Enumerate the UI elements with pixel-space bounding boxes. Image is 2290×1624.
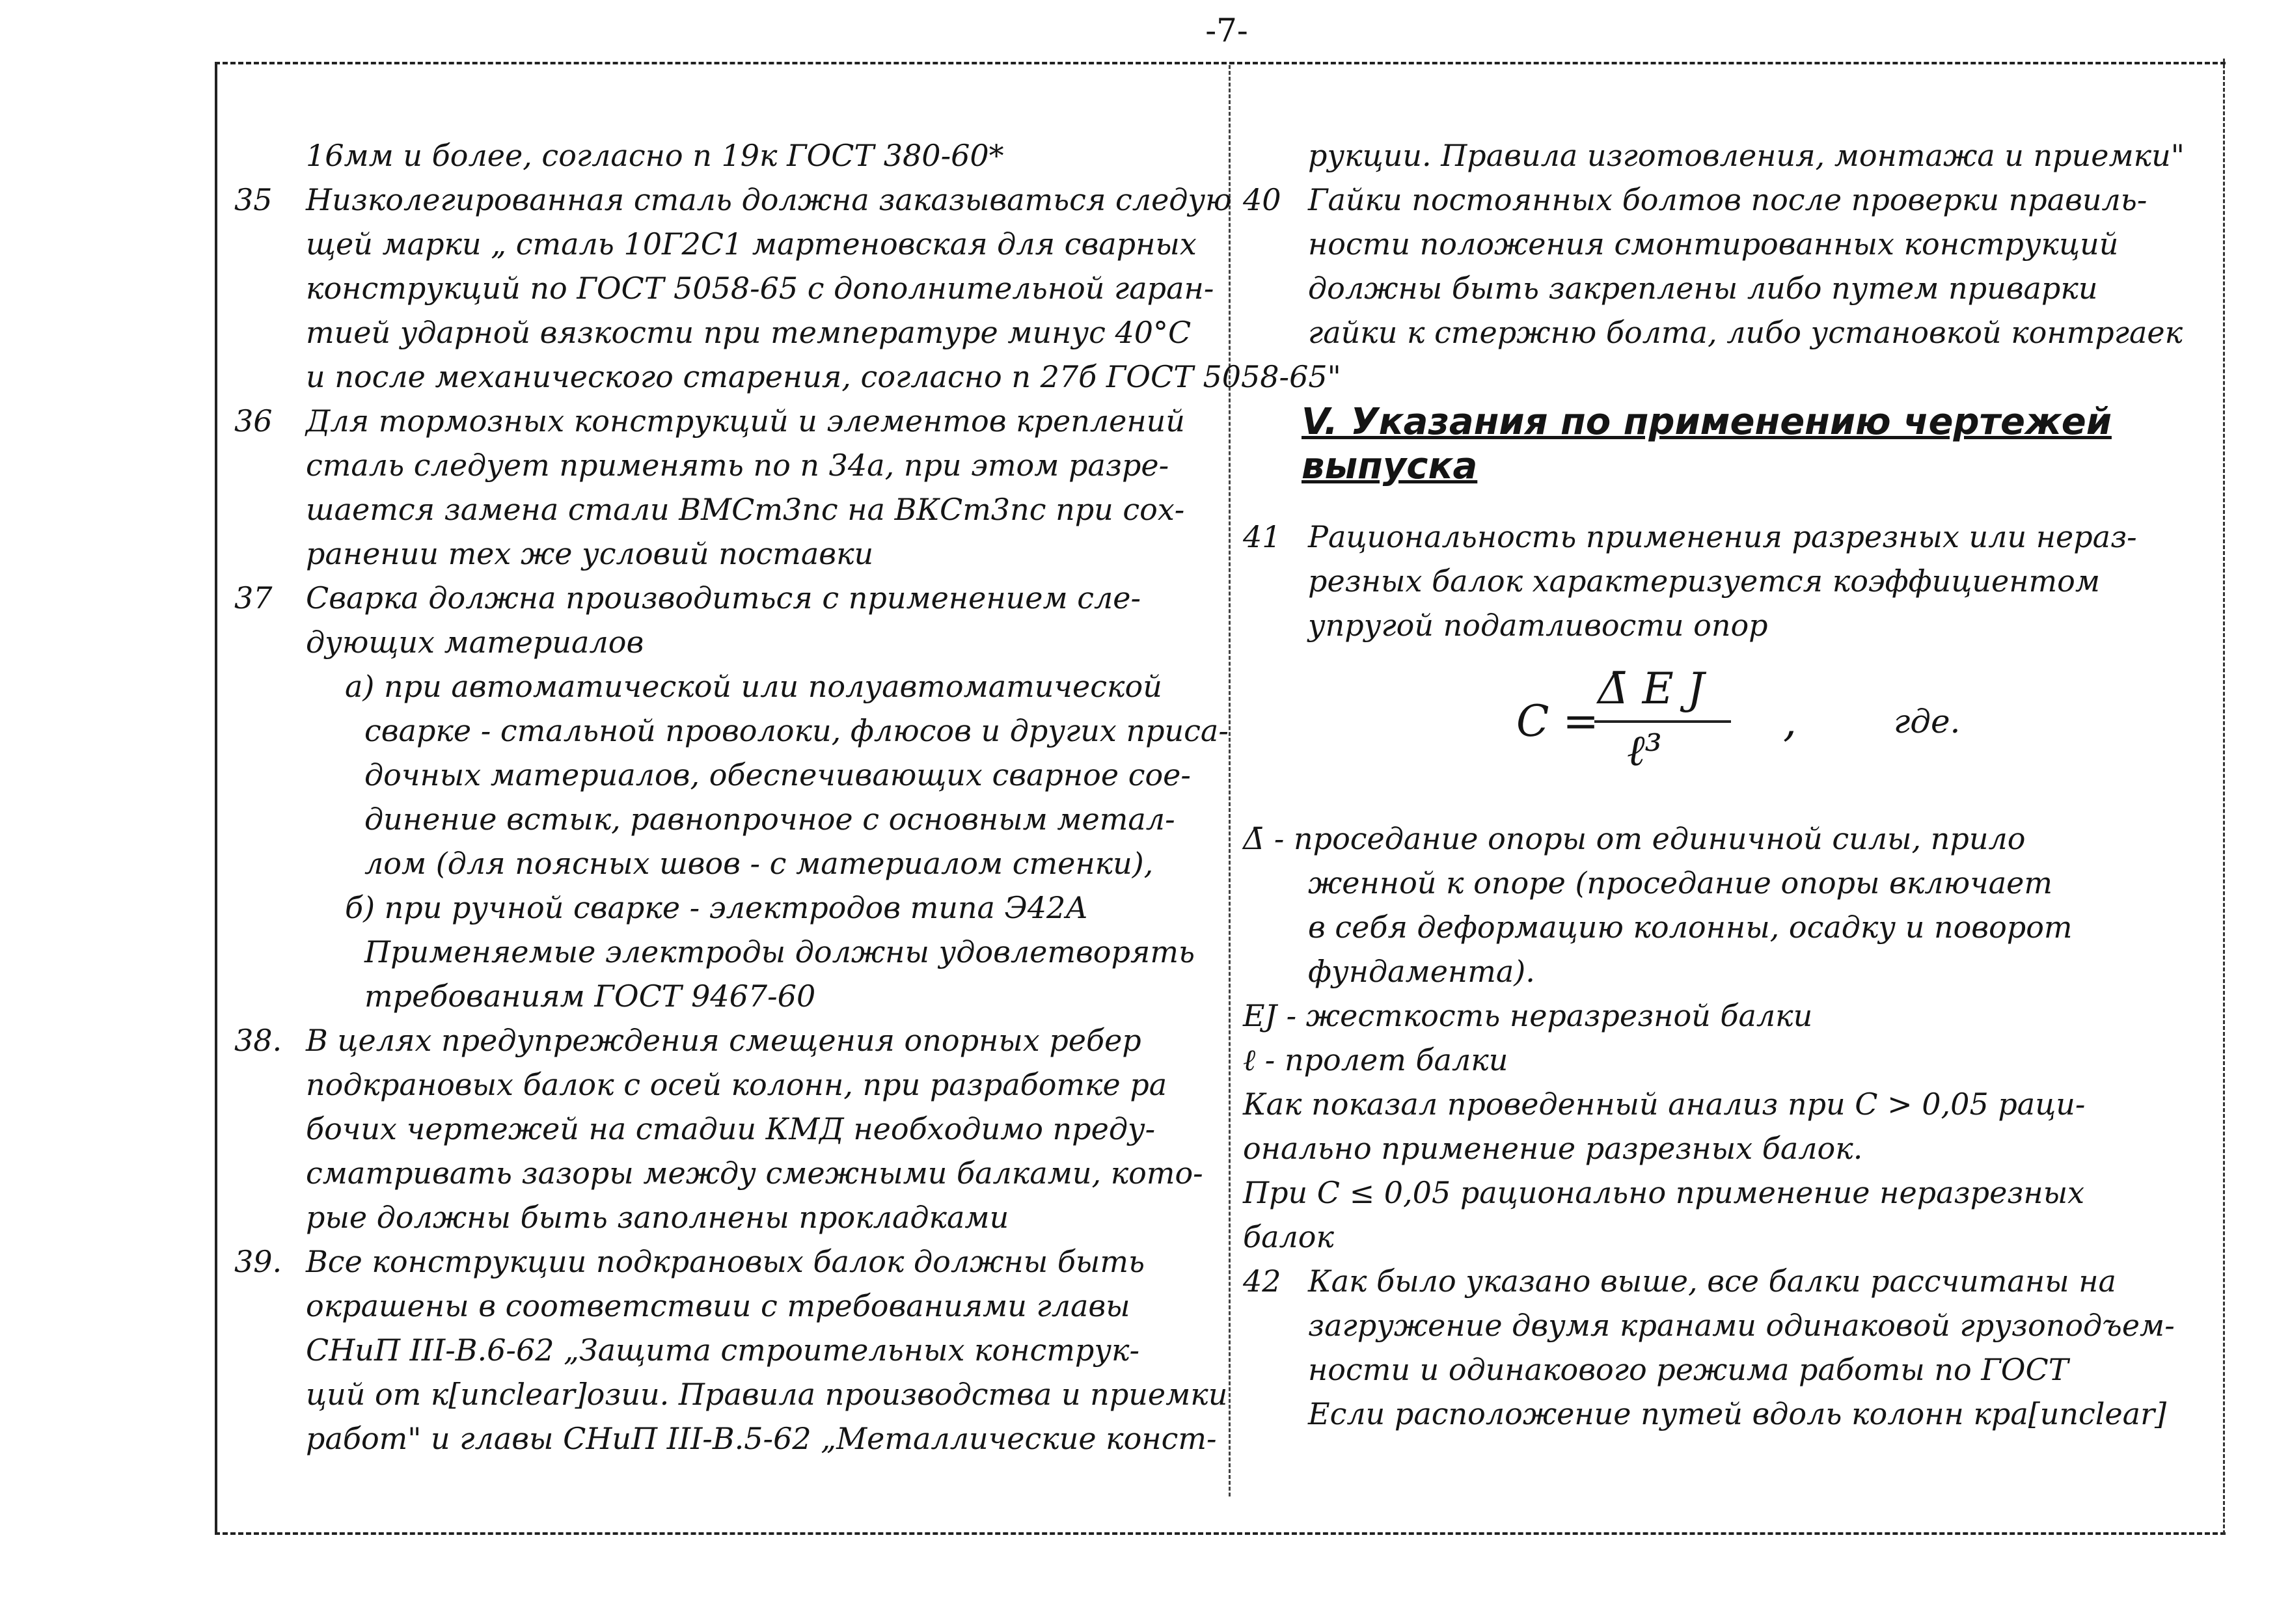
text-line: шается замена стали ВМСт3пс на ВКСт3пс при сох- bbox=[306, 492, 1185, 527]
paragraph-item bbox=[1243, 817, 2213, 861]
text-line: балок bbox=[1243, 1219, 1334, 1254]
text-line: ности положения смонтированных конструкций bbox=[1308, 226, 2119, 262]
text-line: динение встык, равнопрочное с основным метал- bbox=[364, 802, 1175, 837]
text-line: а) при автоматической или полуавтоматической bbox=[345, 669, 1162, 704]
paragraph-item bbox=[234, 1239, 1228, 1461]
text-line: рукции. Правила изготовления, монтажа и приемки" bbox=[1308, 138, 2185, 173]
text-line: должны быть закреплены либо путем приварки bbox=[1308, 271, 2098, 306]
text-line: резных балок характеризуется коэффициентом bbox=[1308, 563, 2101, 599]
text-line: работ" и главы СНиП III-В.5-62 „Металлические конст- bbox=[306, 1421, 1217, 1456]
frame-right-border bbox=[2223, 59, 2225, 1534]
right-column bbox=[1243, 133, 2213, 1436]
text-line: ций от к[unclear]озии. Правила производства и приемки bbox=[306, 1377, 1228, 1412]
formula-comma: , bbox=[1783, 696, 1797, 746]
text-line: Как показал проведенный анализ при C > 0,05 раци- bbox=[1243, 1087, 2086, 1122]
formula-where: где. bbox=[1894, 703, 1961, 740]
paragraph-item bbox=[234, 399, 1223, 576]
column-divider bbox=[1229, 65, 1231, 1496]
text-line: ности и одинакового режима работы по ГОСТ bbox=[1308, 1352, 2069, 1387]
frame-top-border bbox=[215, 62, 2226, 64]
text-line: сталь следует применять по п 34а, при этом разре- bbox=[306, 448, 1169, 483]
right-column-mid bbox=[1243, 515, 2213, 647]
text-line: щей марки „ сталь 10Г2С1 мартеновская для сварных bbox=[306, 226, 1197, 262]
text-line: дующих материалов bbox=[306, 625, 644, 660]
text-line: Гайки постоянных болтов после проверки правиль- bbox=[1308, 182, 2147, 217]
text-line: При C ≤ 0,05 рационально применение неразрезных bbox=[1243, 1175, 2085, 1210]
paragraph-item bbox=[1243, 861, 2213, 994]
text-line: сварке - стальной проволоки, флюсов и других приса- bbox=[364, 713, 1229, 748]
text-line: женной к опоре (проседание опоры включает bbox=[1308, 865, 2052, 900]
text-line: ранении тех же условий поставки bbox=[306, 536, 874, 571]
text-line: загружение двумя кранами одинаковой грузоподъем- bbox=[1308, 1308, 2175, 1343]
text-line: Если расположение путей вдоль колонн кра[unclear] bbox=[1308, 1396, 2167, 1431]
section-heading: V. Указания по применению чертежей выпуска bbox=[1302, 401, 2112, 487]
right-column-bottom bbox=[1243, 817, 2213, 1436]
text-line: Для тормозных конструкций и элементов креплений bbox=[306, 403, 1185, 439]
text-line: упругой податливости опор bbox=[1308, 608, 1768, 643]
paragraph-item bbox=[1243, 133, 2213, 178]
text-line: дочных материалов, обеспечивающих сварное сое- bbox=[364, 757, 1191, 792]
paragraph-number: 38. bbox=[234, 1023, 282, 1058]
formula-fraction-bar bbox=[1594, 720, 1731, 723]
paragraph-item bbox=[234, 133, 1223, 178]
paragraph-number: 36 bbox=[234, 403, 273, 439]
paragraph-number: 37 bbox=[234, 580, 273, 616]
text-line: сматривать зазоры между смежными балками, кото- bbox=[306, 1156, 1203, 1191]
text-line: окрашены в соответствии с требованиями главы bbox=[306, 1288, 1130, 1323]
text-line: в себя деформацию колонны, осадку и поворот bbox=[1308, 910, 2073, 945]
paragraph-number: 40 bbox=[1243, 182, 1281, 217]
paragraph-item bbox=[1243, 515, 2213, 647]
text-line: Δ̄ - проседание опоры от единичной силы, прило bbox=[1243, 821, 2026, 856]
paragraph-item bbox=[234, 1018, 1223, 1239]
text-line: Рациональность применения разрезных или нераз- bbox=[1308, 519, 2137, 554]
text-line: СНиП III-В.6-62 „Защита строительных конструк- bbox=[306, 1333, 1140, 1368]
text-line: и после механического старения, согласно п 27б ГОСТ 5058-65" bbox=[306, 359, 1341, 394]
text-line: конструкций по ГОСТ 5058-65 с дополнительной гаран- bbox=[306, 271, 1214, 306]
text-line: лом (для поясных швов - с материалом стенки), bbox=[364, 846, 1154, 881]
paragraph-number: 39. bbox=[234, 1244, 282, 1279]
text-line: рые должны быть заполнены прокладками bbox=[306, 1200, 1009, 1235]
text-line: гайки к стержню болта, либо установкой контргаек bbox=[1308, 315, 2183, 350]
paragraph-item bbox=[234, 886, 1223, 930]
text-line: тией ударной вязкости при температуре минус 40°С bbox=[306, 315, 1192, 350]
text-line: Все конструкции подкрановых балок должны быть bbox=[306, 1244, 1145, 1279]
formula-numerator: Δ̄ E J bbox=[1598, 664, 1705, 714]
formula-denominator: ℓ³ bbox=[1627, 725, 1662, 776]
frame-left-border bbox=[215, 63, 217, 1534]
text-line: фундамента). bbox=[1308, 954, 1535, 989]
text-line: Сварка должна производиться с применением сле- bbox=[306, 580, 1141, 616]
paragraph-item bbox=[234, 664, 1223, 709]
text-line: EJ - жесткость неразрезной балки bbox=[1243, 998, 1813, 1033]
paragraph-item bbox=[1243, 1038, 2213, 1082]
page-number: -7- bbox=[1205, 12, 1248, 49]
text-line: подкрановых балок с осей колонн, при разработке ра bbox=[306, 1067, 1167, 1102]
paragraph-item bbox=[1243, 1082, 2213, 1259]
text-line: бочих чертежей на стадии КМД необходимо преду- bbox=[306, 1111, 1156, 1146]
text-line: Применяемые электроды должны удовлетворять bbox=[364, 934, 1195, 969]
formula bbox=[1243, 660, 2213, 804]
formula-lhs: C = bbox=[1516, 696, 1599, 746]
text-line: 16мм и более, согласно п 19к ГОСТ 380-60* bbox=[306, 138, 1004, 173]
text-line: требованиям ГОСТ 9467-60 bbox=[364, 979, 816, 1014]
right-column-top bbox=[1243, 133, 2213, 355]
text-line: онально применение разрезных балок. bbox=[1243, 1131, 1863, 1166]
paragraph-item bbox=[234, 576, 1223, 664]
paragraph-item bbox=[234, 709, 1229, 886]
paragraph-item bbox=[1243, 994, 2213, 1038]
paragraph-item bbox=[1243, 178, 2213, 355]
paragraph-number: 35 bbox=[234, 182, 273, 217]
paragraph-item bbox=[234, 930, 1223, 1018]
text-line: ℓ - пролет балки bbox=[1243, 1042, 1508, 1077]
paragraph-item bbox=[1243, 1259, 2213, 1436]
paragraph-number: 42 bbox=[1243, 1264, 1281, 1299]
text-line: б) при ручной сварке - электродов типа Э42А bbox=[345, 890, 1089, 925]
paragraph-item bbox=[234, 178, 1341, 399]
text-line: Как было указано выше, все балки рассчитаны на bbox=[1308, 1264, 2116, 1299]
text-line: В целях предупреждения смещения опорных ребер bbox=[306, 1023, 1141, 1058]
frame-bottom-border bbox=[215, 1532, 2226, 1535]
paragraph-number: 41 bbox=[1243, 519, 1281, 554]
text-line: Низколегированная сталь должна заказываться следую bbox=[306, 182, 1232, 217]
